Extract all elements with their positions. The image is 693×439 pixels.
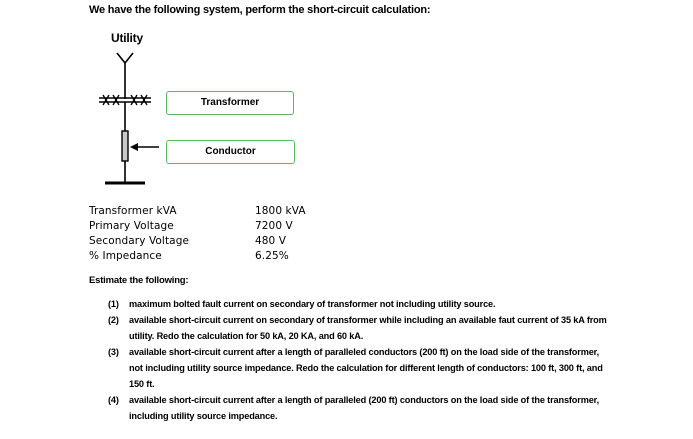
arrow-head-icon <box>130 143 138 151</box>
parameter-label: Secondary Voltage <box>89 235 190 247</box>
task-number: (1) <box>108 299 119 309</box>
parameter-value: 7200 V <box>255 220 293 232</box>
parameter-value: 480 V <box>255 235 287 247</box>
parameters-table <box>89 204 329 264</box>
task-item <box>108 312 608 344</box>
parameter-value: 1800 kVA <box>255 205 306 217</box>
task-item <box>108 344 608 392</box>
intro-text: We have the following system, perform the short-circuit calculation: <box>89 4 431 16</box>
parameter-row <box>89 219 329 234</box>
transformer-callout: Transformer <box>166 91 294 115</box>
task-number: (2) <box>108 315 119 325</box>
task-item <box>108 296 608 312</box>
utility-label: Utility <box>111 31 143 45</box>
task-item <box>108 392 608 424</box>
conductor-symbol <box>122 131 128 161</box>
parameter-label: Transformer kVA <box>89 205 177 217</box>
task-text: available short-circuit current after a length of paralleled conductors (200 ft) on the load side of the transformer, not including utility source impedance. Redo the calculation for different length of conductors: 100 ft, 300 ft, and 150 ft. <box>129 347 603 389</box>
task-text: available short-circuit current after a length of paralleled (200 ft) conductors on the load side of the transformer, including utility source impedance. <box>129 395 599 421</box>
parameter-row <box>89 234 329 249</box>
task-number: (4) <box>108 395 119 405</box>
task-list <box>108 296 608 424</box>
wye-right-arm <box>125 53 133 63</box>
parameter-row <box>89 204 329 219</box>
wye-left-arm <box>117 53 125 63</box>
one-line-diagram <box>95 45 175 190</box>
parameter-label: Primary Voltage <box>89 220 174 232</box>
task-number: (3) <box>108 347 119 357</box>
estimate-heading: Estimate the following: <box>89 275 189 286</box>
task-text: maximum bolted fault current on secondary of transformer not including utility source. <box>129 299 496 309</box>
parameter-label: % Impedance <box>89 250 162 262</box>
parameter-value: 6.25% <box>255 250 289 262</box>
task-text: available short-circuit current on secondary of transformer while including an available faut current of 35 kA from utility. Redo the calculation for 50 kA, 20 KA, and 60 kA. <box>129 315 607 341</box>
conductor-callout: Conductor <box>166 140 295 164</box>
parameter-row <box>89 249 329 264</box>
